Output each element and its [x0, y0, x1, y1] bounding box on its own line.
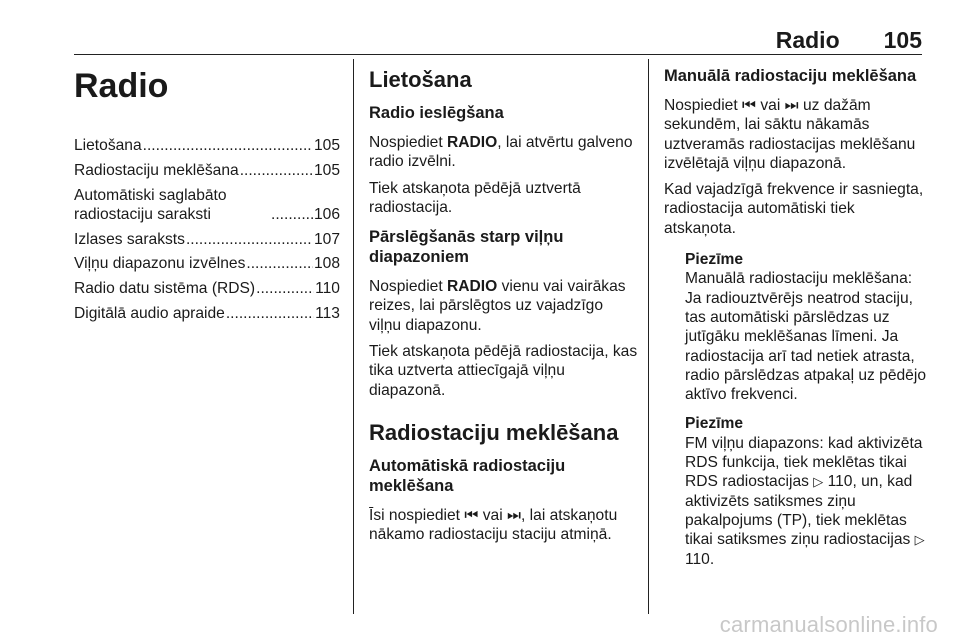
subsection-title: Pārslēgšanās starp viļņu diapazoniem — [369, 228, 564, 267]
paragraph — [369, 133, 639, 172]
toc-entry-page: 107 — [313, 230, 340, 248]
section-title: Lietošana — [369, 67, 472, 92]
chapter-title: Radio — [74, 67, 169, 105]
radio-button-label: RADIO — [447, 134, 498, 151]
text-run: vienu vai vairākas reizes, lai pārslēgtos uz vajadzīgo viļņu diapazonu. — [369, 278, 626, 334]
reference-arrow-icon: ▷ — [914, 532, 925, 548]
paragraph: Tiek atskaņota pēdējā radiostacija, kas tika uztverta attiecīgajā viļņu diapazonā. — [369, 343, 638, 399]
subsection-title: Manuālā radiostaciju meklēšana — [664, 67, 917, 85]
paragraph: Īsi nospiediet ⏮ vai ⏭, lai atskaņotu nākamo radiostaciju staciju atmiņā. — [369, 506, 618, 544]
toc-entry[interactable] — [74, 136, 340, 155]
text-run: , lai atvērtu galveno radio izvēlni. — [369, 134, 633, 171]
column-divider-1 — [353, 59, 354, 614]
text-run: FM viļņu diapazons: kad aktivizēta RDS funkcija, tiek meklētas tikai RDS radiostacijas — [685, 434, 923, 491]
toc-entry-text: Izlases saraksts — [74, 230, 185, 248]
toc-entry-page: 110 — [315, 280, 340, 298]
header-page-number: 105 — [883, 27, 922, 53]
note-block — [685, 250, 930, 404]
note-title: Piezīme — [685, 415, 744, 433]
toc-entry[interactable] — [74, 230, 340, 249]
toc-leader-dots — [226, 304, 314, 323]
reference-arrow-icon: ▷ — [813, 474, 824, 490]
content-column-3 — [664, 60, 930, 576]
toc-leader-dots — [246, 254, 313, 273]
note-title: Piezīme — [685, 251, 744, 269]
page-header — [776, 27, 922, 55]
toc-entry-page: 108 — [313, 255, 340, 273]
toc-entry-page: 106 — [313, 205, 340, 223]
toc-entry[interactable] — [74, 186, 340, 225]
toc-entry[interactable] — [74, 304, 340, 323]
toc-leader-dots — [143, 136, 313, 155]
toc-entry[interactable] — [74, 161, 340, 180]
toc-leader-dots — [240, 161, 313, 180]
toc-entry[interactable] — [74, 254, 340, 273]
paragraph: Nospiediet ⏮ vai ⏭ uz dažām sekundēm, lai sāktu nākamās uztveramās radiostacijas meklēšanu izvēlētajā viļņu diapazonā. — [664, 97, 916, 172]
toc-entry-text: Radiostaciju meklēšana — [74, 161, 239, 179]
header-title: Radio — [775, 27, 840, 53]
toc-leader-dots — [256, 279, 314, 298]
toc-entry-page: 105 — [313, 161, 340, 179]
page-reference-link[interactable] — [813, 473, 852, 490]
text-run: . — [709, 550, 715, 568]
text-run: , un, kad aktivizēts satiksmes ziņu pakalpojums (TP), tiek meklētas tikai satiksmes ziņu radiostacijas — [685, 473, 915, 549]
toc-entry-text: Automātiski saglabāto radiostaciju saraksti — [74, 186, 227, 223]
radio-button-label: RADIO — [447, 278, 498, 296]
subsection-title: Radio ieslēgšana — [369, 104, 504, 122]
paragraph — [369, 277, 639, 335]
toc-entry-text: Lietošana — [74, 137, 142, 154]
toc-entry-text: Radio datu sistēma (RDS) — [74, 280, 256, 298]
text-run: Nospiediet — [369, 134, 448, 151]
paragraph: Tiek atskaņota pēdējā uztvertā radiostacija. — [369, 179, 581, 216]
section-title: Radiostaciju meklēšana — [369, 419, 619, 445]
content-column-2 — [369, 60, 639, 552]
reference-page: 110 — [823, 473, 853, 491]
header-rule — [74, 54, 922, 55]
subsection-title: Automātiskā radiostaciju meklēšana — [369, 456, 566, 495]
reference-page: 110 — [685, 550, 710, 568]
text-run: Nospiediet — [369, 278, 448, 296]
paragraph: Kad vajadzīgā frekvence ir sasniegta, radiostacija automātiski tiek atskaņota. — [664, 181, 924, 237]
column-divider-2 — [648, 59, 649, 614]
toc-leader-dots — [186, 230, 313, 249]
toc-entry-page: 105 — [313, 137, 340, 154]
toc-entry-text: Viļņu diapazonu izvēlnes — [74, 255, 246, 273]
toc-entry-text: Digitālā audio apraide — [74, 305, 225, 323]
note-text: Manuālā radiostaciju meklēšana: Ja radiouztvērējs neatrod staciju, tas automātiski pārslēdzas uz jutīgāku meklēšanas līmeni. Ja radiostacija arī tad netiek atrasta, radio pārslēdzas atpakaļ uz pēdējo aktīvo frekvenci. — [685, 270, 926, 404]
toc-column — [74, 60, 340, 329]
watermark: carmanualsonline.info — [719, 612, 938, 637]
toc-entry-page: 113 — [315, 305, 340, 323]
note-block — [685, 414, 930, 568]
toc-entry[interactable] — [74, 279, 340, 298]
toc-leader-dots — [271, 205, 313, 224]
note-text — [685, 434, 930, 569]
